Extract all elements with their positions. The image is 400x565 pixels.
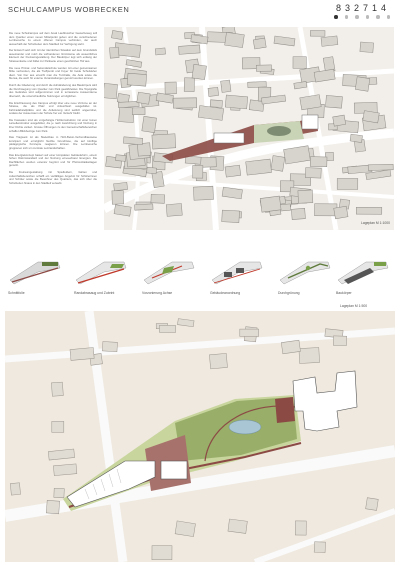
diagram-6-drawing <box>336 250 392 290</box>
building-block <box>127 73 147 86</box>
building-block <box>337 179 358 190</box>
building-block <box>314 542 325 553</box>
building-block <box>360 42 374 53</box>
text-paragraph: Die Freiraumgestaltung mit Spielfeldern, Gärten und Aufenthaltsbereichen schafft ein vielfältiges Angebot für Schülerinnen und Schüler sowie die Bewohner des Quartiers, das sich über die Schulzeiten hinaus in den Stadtteil verwebt. <box>9 171 97 185</box>
building-block <box>118 101 139 107</box>
building-block <box>102 342 117 352</box>
building-block <box>111 30 123 39</box>
building-block <box>271 156 285 172</box>
diagram-3-caption: Vorzonierung Achse <box>142 291 173 295</box>
building-block <box>193 186 213 200</box>
building-block <box>222 210 240 222</box>
building-block <box>225 32 245 47</box>
building-block <box>123 137 142 145</box>
building-block <box>184 78 194 92</box>
diagram-4-caption: Gebäudeanordnung <box>210 291 241 295</box>
diagram-3 <box>142 250 198 302</box>
building-block <box>132 108 145 115</box>
building-block <box>70 347 94 360</box>
diagram-5-drawing <box>278 250 334 290</box>
building-block <box>350 134 362 142</box>
building-block <box>298 190 313 203</box>
building-block <box>248 82 267 88</box>
building-block <box>53 464 76 476</box>
building-block <box>325 95 342 108</box>
diagram-2-caption: Randabrasaug und Zubrint <box>74 291 115 295</box>
building-block <box>240 329 259 336</box>
building-block <box>363 111 380 123</box>
building-block <box>221 80 231 92</box>
building-block <box>179 45 201 54</box>
building-block <box>291 208 305 219</box>
building-block <box>225 165 241 177</box>
building-block <box>165 82 177 94</box>
building-block <box>253 38 266 49</box>
building-block <box>54 488 64 498</box>
diagram-2 <box>74 250 130 302</box>
site-plan-map <box>104 27 394 230</box>
building-block <box>333 336 346 346</box>
building-block <box>10 483 20 495</box>
text-paragraph: Die neue Schulcampus auf dem Areal Laubbuscher Gewerbeweg soll dem Quartier einen neuen Mittelpunkt geben und die verschiedenen Lernbereiche zu einem offenen Campus verbinden, der auch ausserhalb der Schulzeiten dem Stadtteil zur Verfügung steht. <box>9 32 97 46</box>
concept-diagrams <box>8 250 392 302</box>
building-block <box>112 191 124 205</box>
building-block <box>119 107 135 123</box>
diagram-2-drawing <box>74 250 130 290</box>
building-block <box>173 98 196 108</box>
building-block <box>310 157 327 167</box>
diagram-6 <box>336 250 392 302</box>
text-paragraph: Das Tragwerk ist als Skelettbau in Holz-Beton-Verbundbauweise konzipiert und ermöglicht flexible Grundrisse, die auf künftige pädagogische Konzepte reagieren können. Die Lernbereiche gruppieren sich um zentrale Lernlandschaften. <box>9 136 97 150</box>
description-text <box>9 32 97 220</box>
diagram-4-drawing <box>210 250 266 290</box>
building-block <box>315 204 337 216</box>
diagram-4 <box>210 250 266 302</box>
building-block <box>356 207 382 214</box>
text-paragraph: Der Entwurf setzt sich mit der räumlichen Situation auf dem Grundstück auseinander und nutzt die vorhandenen Grünräume als wesentliches Element der Freiraumgestaltung. Der Baukörper legt sich entlang der Strassenkante und bildet zur Parkseite einen geschützten Hof aus. <box>9 49 97 64</box>
master-plan-map <box>5 311 395 562</box>
building-block <box>295 521 306 535</box>
building-block <box>355 77 370 92</box>
text-paragraph: Durch die Gliederung und durch die Aufständerung des Baukörpers wird die Durchwegung vom Quartier zum Park gewährleistet. Die Topografie des Geländes wird aufgenommen und in terrassierte Aussenräume übersetzt, die unterschiedliche Nutzungen ermöglichen. <box>9 84 97 98</box>
page-dot[interactable] <box>387 15 391 19</box>
building-block <box>147 167 157 174</box>
diagram-3-drawing <box>142 250 198 290</box>
text-paragraph: Das Energiekonzept basiert auf einer kompakten Gebäudeform, einem hohen Dämmstandard und der Nutzung erneuerbarer Energien. Die Dachflächen werden extensiv begrünt und für Photovoltaikanlagen genutzt. <box>9 153 97 168</box>
page-dot[interactable] <box>355 15 359 19</box>
text-paragraph: Die neue Primar- und Sekundarschule werden mit einer gemeinsamen Mitte verbunden, die als Treffpunkt und Foyer für beide Schulstufen dient. Von hier aus erreicht man die Turnhalle, die Aula sowie die Mensa, die auch für externe Veranstaltungen genutzt werden können. <box>9 66 97 81</box>
text-paragraph: Die Erschliessung des Campus erfolgt über eine neue Vorzone an der Strasse, die als Platz und Ankunftsort ausgebildet ist. Fahrradabstellplätze und die Anlieferung sind seitlich angeordnet, sodass der Aussenraum der Schule frei von Verkehr bleibt. <box>9 101 97 116</box>
building-block <box>193 166 203 179</box>
building-block <box>321 36 338 46</box>
building-block <box>310 31 325 37</box>
building-block <box>293 57 306 69</box>
building-block <box>52 421 64 432</box>
building-block <box>256 65 271 72</box>
diagram-1-caption: Schnittfolie <box>8 291 25 295</box>
building-block <box>368 164 393 170</box>
master-plan-scale: Lageplan M 1:500 <box>340 304 368 308</box>
building-block <box>210 100 222 108</box>
building-block <box>137 143 150 156</box>
building-block <box>246 159 272 175</box>
building-block <box>152 546 172 560</box>
building-block <box>114 182 128 190</box>
building-block <box>299 348 320 364</box>
page-dot[interactable] <box>376 15 380 19</box>
building-block <box>208 87 219 96</box>
building-block <box>151 194 165 203</box>
building-block <box>46 500 59 514</box>
building-block <box>209 353 227 368</box>
page-dot[interactable] <box>345 15 349 19</box>
building-block <box>166 203 182 216</box>
page-dot[interactable] <box>334 15 338 19</box>
building-block <box>159 325 175 332</box>
building-block <box>175 521 195 537</box>
diagram-1 <box>8 250 64 302</box>
page-dot[interactable] <box>366 15 370 19</box>
text-paragraph: Die Fassaden sind als vorgehängte Holzkonstruktion mit einer feinen Lamellenstruktur ausgebildet, die je nach Ausrichtung und Nutzung in ihrer Dichte variiert. Grosse Öffnungen zu den Gemeinschaftsbereichen schaffen Blickbezüge zum Park. <box>9 118 97 133</box>
site-plan-scale: Lageplan M 1:1000 <box>360 221 390 225</box>
building-block <box>225 95 247 109</box>
diagram-5 <box>278 250 334 302</box>
master-plan-drawing <box>5 311 395 562</box>
building-block <box>155 48 165 55</box>
building-block <box>228 519 247 533</box>
building-block <box>51 382 63 396</box>
building-block <box>116 155 126 162</box>
diagram-6-caption: Baukörper <box>336 291 352 295</box>
building-block <box>137 92 150 104</box>
page-indicator <box>334 15 390 19</box>
building-block <box>334 206 348 219</box>
poster-title: SCHULCAMPUS WOBRECKEN <box>8 5 130 14</box>
building-block <box>192 64 206 79</box>
building-block <box>152 134 176 149</box>
building-block <box>333 115 346 126</box>
building-block <box>104 83 118 98</box>
diagram-5-caption: Durchgrünung <box>278 291 300 295</box>
building-block <box>281 340 300 354</box>
building-block <box>142 116 157 132</box>
diagram-1-drawing <box>8 250 64 290</box>
plate-number: 832714 <box>335 3 390 13</box>
building-block <box>260 196 281 212</box>
site-plan-drawing <box>104 27 394 230</box>
building-block <box>366 498 379 511</box>
building-block <box>135 204 154 210</box>
building-block <box>305 168 321 179</box>
building-block <box>110 47 120 58</box>
